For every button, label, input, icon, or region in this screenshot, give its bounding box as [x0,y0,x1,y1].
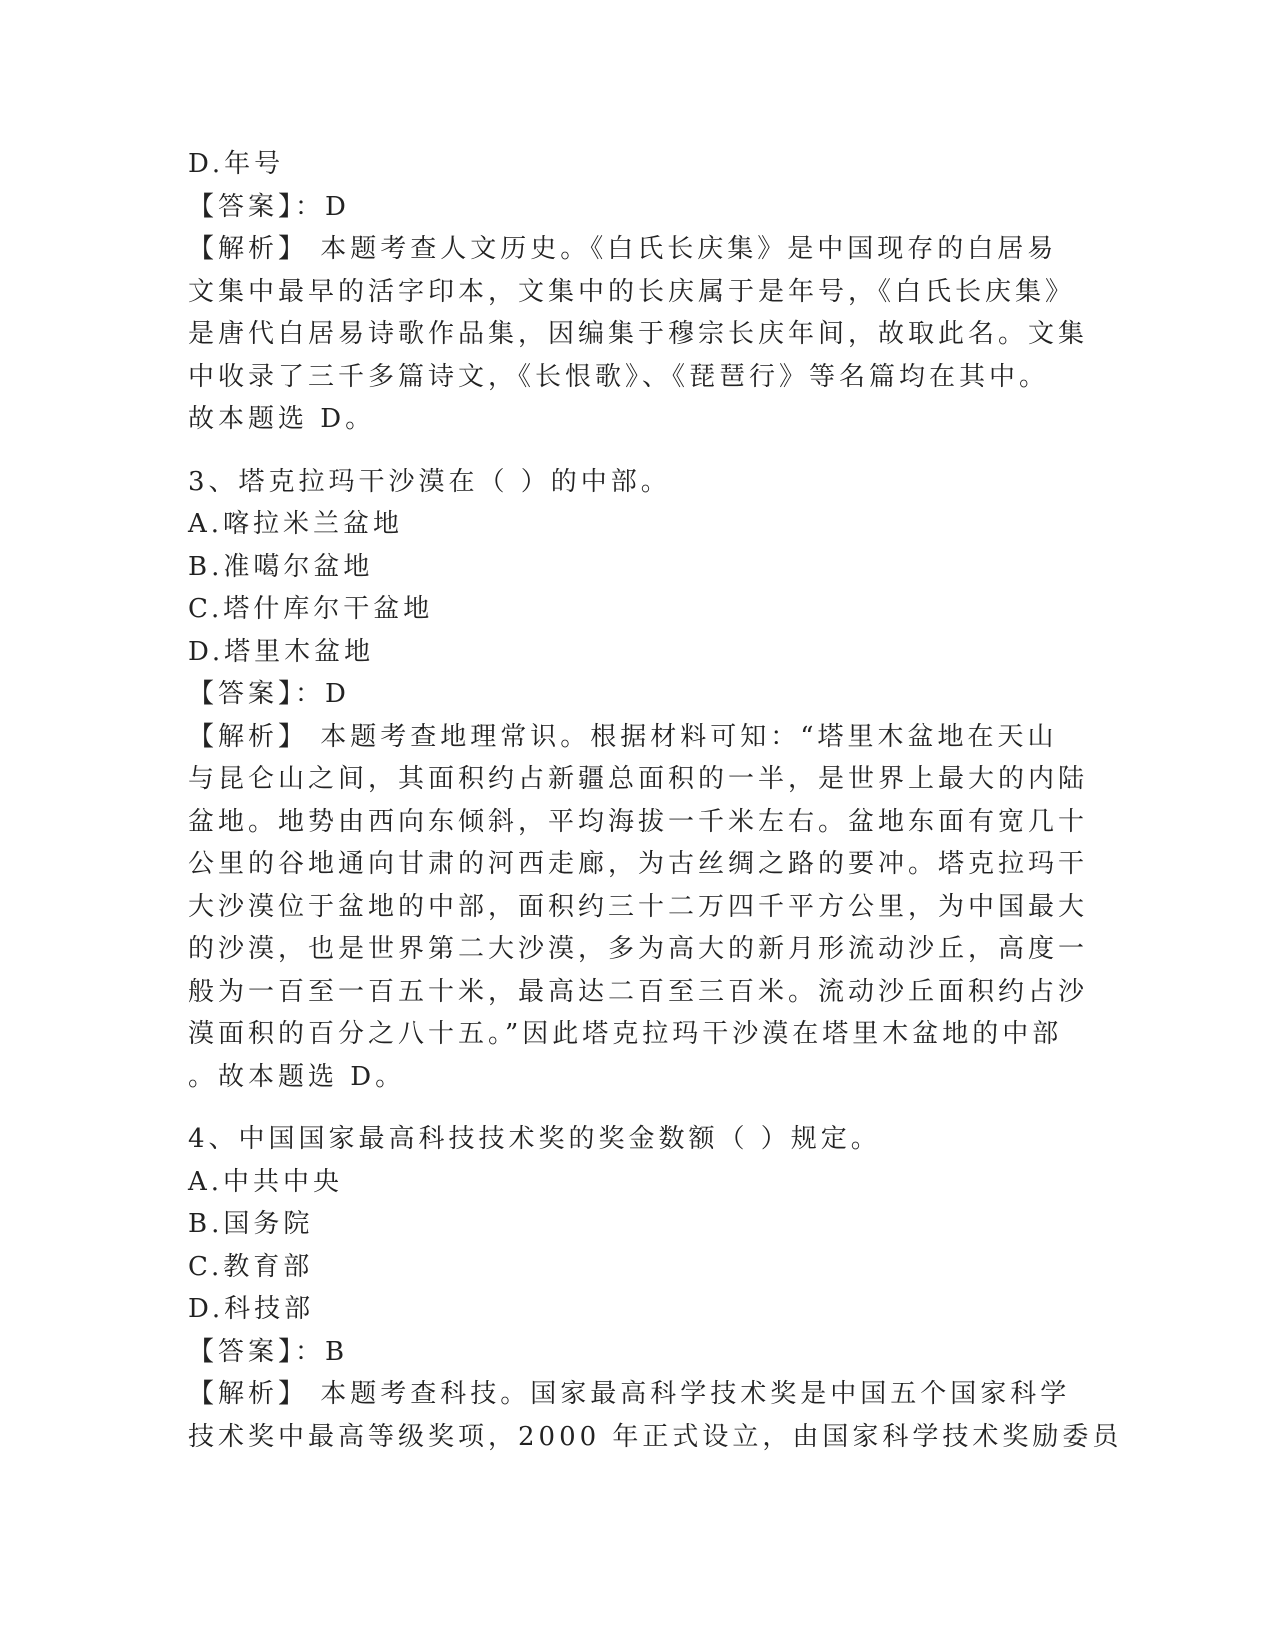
option-d: D.年号 [188,149,285,179]
answer-line: 【答案】：D [188,191,350,222]
analysis-line: 的沙漠，也是世界第二大沙漠，多为高大的新月形流动沙丘，高度一 [188,934,1089,964]
option-a: A.中共中央 [188,1166,344,1197]
analysis-line: 故本题选 D。 [188,404,376,434]
analysis-line: 文集中最早的活字印本，文集中的长庆属于是年号，《白氏长庆集》 [188,276,1076,307]
document-page [188,143,1123,1458]
option-c: C.塔什库尔干盆地 [188,594,434,624]
analysis-block [188,1373,1123,1458]
analysis-line: 盆地。地势由西向东倾斜，平均海拔一千米左右。盆地东面有宽几十 [188,806,1089,837]
analysis-block [188,716,1089,1099]
analysis-line: 。故本题选 D。 [188,1061,406,1092]
analysis-line: 技术奖中最高等级奖项，2000 年正式设立，由国家科学技术奖励委员 [188,1421,1123,1452]
analysis-line: 是唐代白居易诗歌作品集，因编集于穆宗长庆年间，故取此名。文集 [188,319,1089,349]
option-b: B.国务院 [188,1209,314,1239]
analysis-line: 般为一百至一百五十米，最高达二百至三百米。流动沙丘面积约占沙 [188,976,1089,1007]
analysis-line: 漠面积的百分之八十五。”因此塔克拉玛干沙漠在塔里木盆地的中部 [188,1019,1063,1049]
answer-line: 【答案】：D [188,679,350,709]
analysis-line: 与昆仑山之间，其面积约占新疆总面积的一半，是世界上最大的内陆 [188,764,1089,794]
analysis-line: 【解析】 本题考查人文历史。《白氏长庆集》是中国现存的白居易 [188,234,1058,264]
question-4 [188,1118,1123,1458]
analysis-line: 中收录了三千多篇诗文，《长恨歌》、《琵琶行》等名篇均在其中。 [188,361,1050,392]
option-d: D.科技部 [188,1294,315,1324]
question-2-tail [188,143,1089,441]
analysis-line: 【解析】 本题考查地理常识。根据材料可知：“塔里木盆地在天山 [188,721,1058,752]
option-a: A.喀拉米兰盆地 [188,509,404,539]
question-3 [188,461,1089,1099]
answer-line: 【答案】：B [188,1336,349,1367]
analysis-line: 公里的谷地通向甘肃的河西走廊，为古丝绸之路的要冲。塔克拉玛干 [188,849,1089,879]
analysis-block [188,228,1089,441]
option-d: D.塔里木盆地 [188,636,375,667]
question-text: 4、中国国家最高科技技术奖的奖金数额（ ）规定。 [188,1124,881,1154]
option-c: C.教育部 [188,1251,314,1282]
option-b: B.准噶尔盆地 [188,551,374,582]
analysis-line: 大沙漠位于盆地的中部，面积约三十二万四千平方公里，为中国最大 [188,891,1089,922]
analysis-line: 【解析】 本题考查科技。国家最高科学技术奖是中国五个国家科学 [188,1379,1071,1409]
question-text: 3、塔克拉玛干沙漠在（ ）的中部。 [188,466,671,497]
